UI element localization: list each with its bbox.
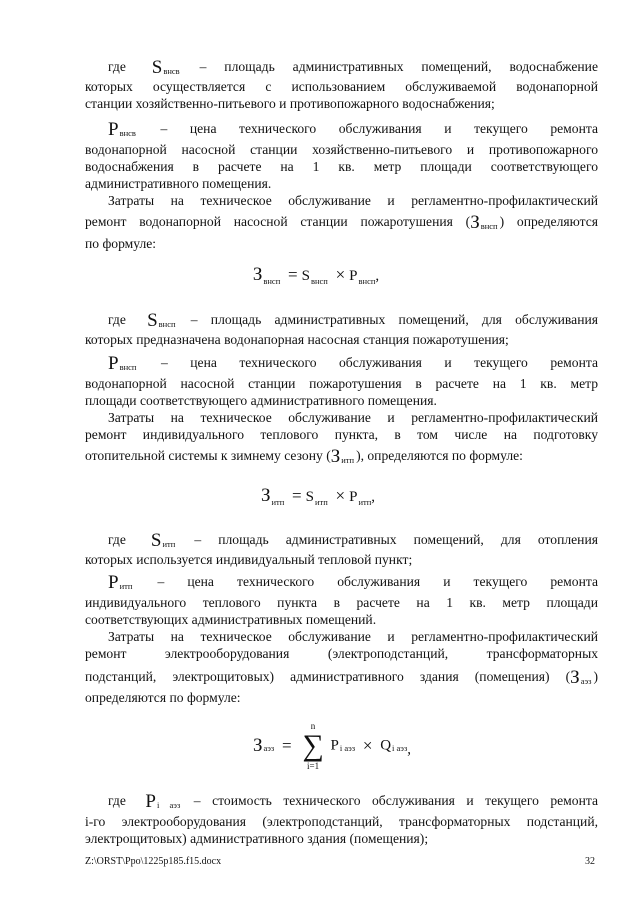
text: ) определяются bbox=[499, 214, 598, 229]
where-word: где bbox=[108, 312, 126, 327]
text: – площадь административных помещений, для обслуживания bbox=[177, 312, 598, 327]
subscript: внсп bbox=[158, 319, 176, 329]
symbol-q: Q bbox=[380, 737, 392, 754]
sum-upper-limit: n bbox=[310, 721, 316, 731]
symbol-s: S bbox=[301, 268, 310, 284]
comma: , bbox=[371, 489, 376, 505]
symbol-p: P bbox=[145, 791, 156, 812]
text-line: административного помещения. bbox=[85, 176, 272, 191]
symbol-s: S bbox=[150, 530, 162, 551]
text: – цена технического обслуживания и текущего ремонта bbox=[137, 121, 598, 136]
text-line: по формуле: bbox=[85, 236, 157, 251]
text-line: Затраты на техническое обслуживание и регламентно-профилактический bbox=[108, 629, 598, 644]
formula-zaez bbox=[12, 720, 640, 772]
sum-lower-limit: i=1 bbox=[307, 761, 320, 771]
text-line: водонапорной насосной станции хозяйственно-питьевого и противопожарного bbox=[85, 142, 598, 157]
text-line: ремонт электрооборудования (электроподстанций, трансформаторных bbox=[85, 646, 598, 661]
times-sign: × bbox=[362, 736, 373, 755]
symbol-z: З bbox=[570, 667, 580, 688]
subscript: итп bbox=[271, 497, 285, 507]
text: – площадь административных помещений, водоснабжение bbox=[181, 59, 598, 74]
symbol-p: P bbox=[108, 572, 119, 593]
text: ), определяются по формуле: bbox=[356, 448, 523, 463]
formula-zvnsp bbox=[0, 264, 636, 286]
symbol-z: З bbox=[330, 446, 341, 467]
subscript: внсп bbox=[263, 276, 281, 286]
text-line: водонапорной насосной станции пожаротушения в расчете на 1 кв. метр bbox=[85, 376, 598, 391]
footer-page-number: 32 bbox=[585, 856, 595, 867]
symbol-s: S bbox=[147, 310, 158, 331]
paragraph-zitp-intro bbox=[85, 447, 598, 470]
text: подстанций, электрощитовых) административного здания (помещения) ( bbox=[85, 669, 571, 684]
subscript: итп bbox=[119, 581, 133, 591]
summation bbox=[302, 720, 323, 772]
symbol-p: P bbox=[349, 489, 358, 505]
symbol-p: P bbox=[330, 737, 339, 754]
paragraph-zvnsp-intro bbox=[85, 213, 598, 236]
equals-sign: = bbox=[292, 486, 302, 505]
subscript: внсв bbox=[119, 128, 136, 138]
equals-sign: = bbox=[288, 265, 298, 284]
text-line: которых осуществляется с использованием обслуживаемой водонапорной bbox=[85, 79, 598, 94]
subscript: внсп bbox=[310, 276, 328, 286]
text: – стоимость технического обслуживания и текущего ремонта bbox=[182, 793, 598, 808]
subscript: итп bbox=[341, 455, 355, 465]
symbol-z: З bbox=[470, 212, 480, 233]
text: ремонт водонапорной насосной станции пожаротушения ( bbox=[85, 214, 471, 229]
subscript: внсв bbox=[163, 66, 180, 76]
subscript: аэз bbox=[263, 743, 275, 754]
subscript: i аэз bbox=[339, 743, 356, 754]
symbol-p: P bbox=[349, 268, 358, 284]
where-word: где bbox=[108, 793, 126, 808]
subscript: внсп bbox=[119, 362, 137, 372]
symbol-z: З bbox=[260, 485, 271, 506]
subscript: итп bbox=[314, 497, 328, 507]
paragraph-zaez-intro bbox=[85, 668, 598, 691]
text-line: станции хозяйственно-питьевого и противопожарного водоснабжения; bbox=[85, 96, 495, 111]
text-line: площади соответствующего административного помещения. bbox=[85, 393, 437, 408]
sigma-symbol: ∑ bbox=[302, 729, 324, 762]
footer-file-path: Z:\ORST\Ppo\1225p185.f15.docx bbox=[85, 856, 222, 867]
paragraph-pvnsv-definition bbox=[85, 120, 598, 143]
comma: , bbox=[375, 268, 380, 284]
equals-sign: = bbox=[282, 736, 292, 755]
symbol-p: P bbox=[108, 119, 119, 140]
text: – цена технического обслуживания и текущего ремонта bbox=[138, 355, 598, 370]
text-line: Затраты на техническое обслуживание и регламентно-профилактический bbox=[108, 410, 598, 425]
comma: , bbox=[407, 741, 412, 758]
text: ) bbox=[593, 669, 598, 684]
subscript: внсп bbox=[358, 276, 376, 286]
text: отопительной системы к зимнему сезону ( bbox=[85, 448, 331, 463]
text-line: электрощитовых) административного здания (помещения); bbox=[85, 831, 429, 846]
text-line: водоснабжения в расчете на 1 кв. метр площади соответствующего bbox=[85, 159, 598, 174]
text-line: которых используется индивидуальный тепловой пункт; bbox=[85, 552, 413, 567]
text: – площадь административных помещений, для отопления bbox=[177, 532, 598, 547]
times-sign: × bbox=[335, 265, 346, 284]
symbol-z: З bbox=[252, 735, 263, 756]
formula-zitp bbox=[0, 485, 638, 507]
where-word: где bbox=[108, 59, 126, 74]
text-line: соответствующих административных помещений. bbox=[85, 612, 377, 627]
subscript: i аэз bbox=[156, 800, 181, 810]
text: – цена технического обслуживания и текущего ремонта bbox=[134, 574, 598, 589]
paragraph-pvnsp-definition bbox=[85, 354, 598, 377]
symbol-z: З bbox=[252, 264, 263, 285]
text-line: ремонт индивидуального теплового пункта, в том числе на подготовку bbox=[85, 427, 598, 442]
symbol-s: S bbox=[305, 489, 314, 505]
text-line: определяются по формуле: bbox=[85, 690, 241, 705]
text-line: индивидуального теплового пункта в расчете на 1 кв. метр площади bbox=[85, 595, 598, 610]
symbol-s: S bbox=[151, 57, 163, 78]
where-word: где bbox=[108, 532, 126, 547]
times-sign: × bbox=[335, 486, 346, 505]
text-line: i-го электрооборудования (электроподстанций, трансформаторных подстанций, bbox=[85, 814, 598, 829]
subscript: итп bbox=[162, 539, 176, 549]
symbol-p: P bbox=[108, 353, 119, 374]
subscript: итп bbox=[358, 497, 372, 507]
subscript: аэз bbox=[580, 676, 592, 686]
paragraph-pitp-definition bbox=[85, 573, 598, 596]
subscript: внсп bbox=[480, 221, 498, 231]
paragraph-piaez-definition bbox=[85, 792, 598, 815]
subscript: i аэз bbox=[392, 743, 408, 754]
text-line: которых предназначена водонапорная насосная станция пожаротушения; bbox=[85, 332, 509, 347]
text-line: Затраты на техническое обслуживание и регламентно-профилактический bbox=[108, 193, 598, 208]
